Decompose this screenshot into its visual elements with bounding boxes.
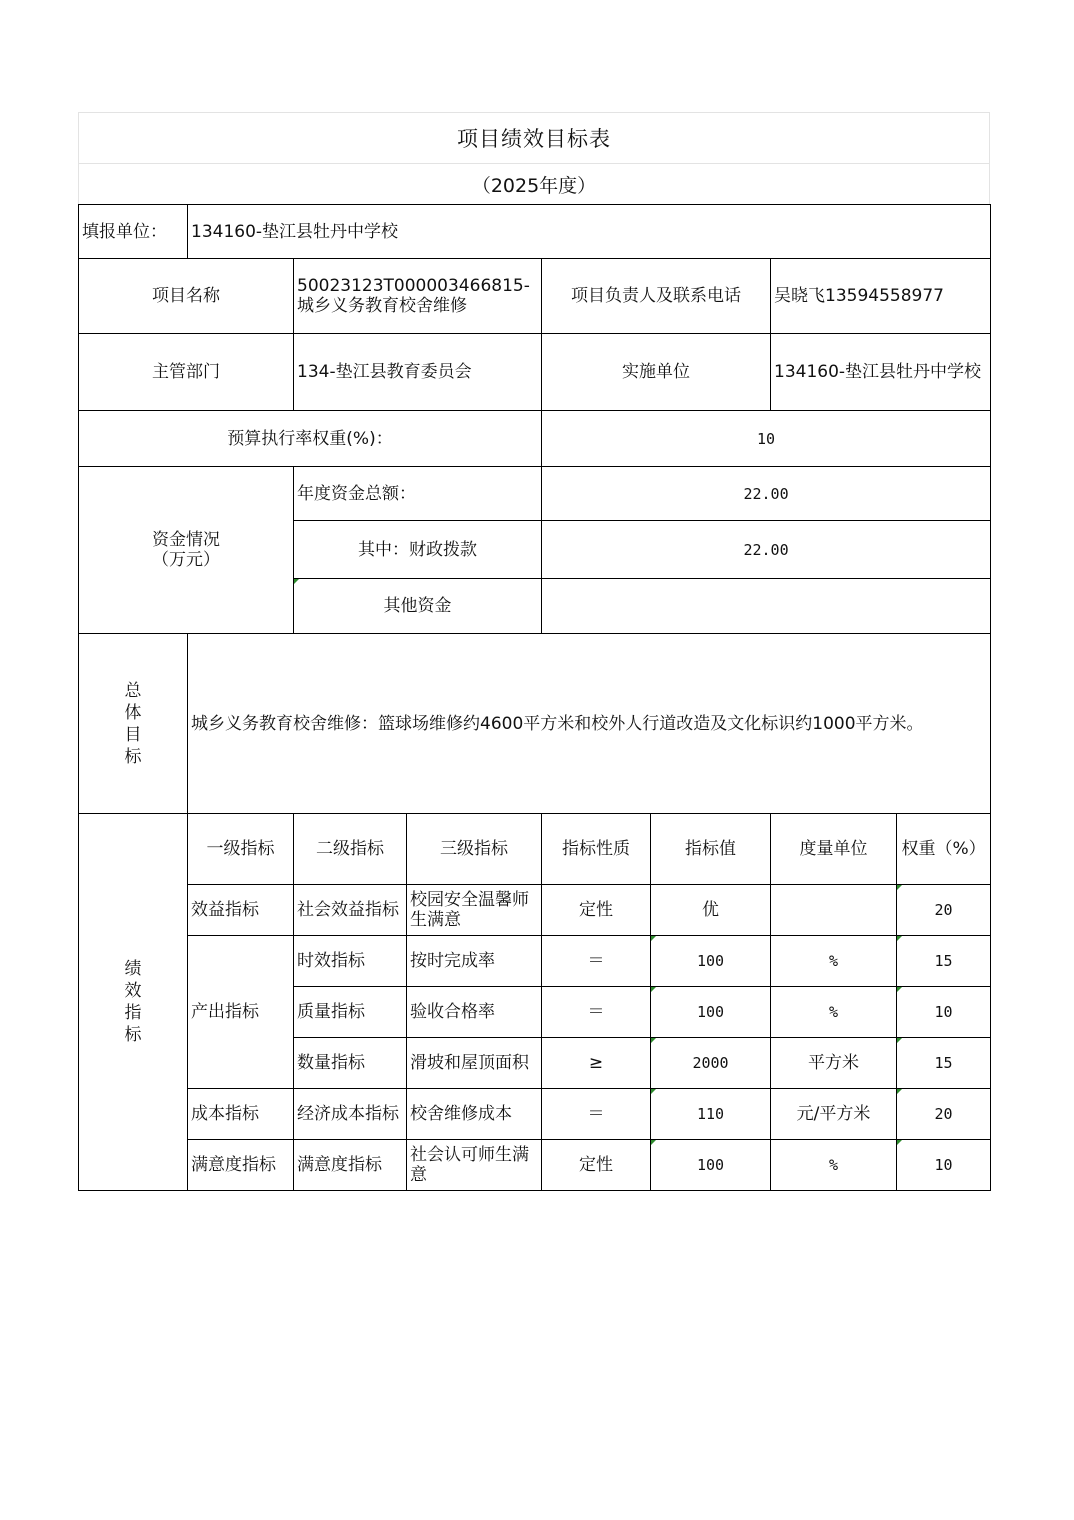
level2-cell: 数量指标 (294, 1038, 407, 1089)
project-name-value: 50023123T000003466815-城乡义务教育校舍维修 (294, 259, 542, 334)
level1-cell: 效益指标 (188, 885, 294, 936)
funds-total-label: 年度资金总额： (294, 467, 542, 521)
indicators-label-char: 指 (124, 1003, 142, 1023)
level3-cell: 社会认可师生满意 (407, 1140, 542, 1191)
unit-cell: 元/平方米 (771, 1089, 897, 1140)
goal-label-char: 总 (124, 680, 142, 701)
budget-weight-value: 10 (542, 411, 991, 467)
goal-label-char: 标 (124, 746, 142, 767)
nature-cell: ≥ (542, 1038, 651, 1089)
unit-cell: 平方米 (771, 1038, 897, 1089)
header-level2: 二级指标 (294, 814, 407, 885)
level2-cell: 社会效益指标 (294, 885, 407, 936)
funds-fiscal-label: 其中：财政拨款 (294, 521, 542, 579)
funds-other-label: 其他资金 (294, 579, 542, 634)
goal-label (79, 634, 188, 814)
table-row (79, 885, 991, 936)
funds-fiscal-value: 22.00 (542, 521, 991, 579)
budget-weight-label: 预算执行率权重(%)： (79, 411, 542, 467)
table-row (79, 936, 991, 987)
table-row (79, 1089, 991, 1140)
header-weight: 权重（%） (897, 814, 991, 885)
level2-cell: 质量指标 (294, 987, 407, 1038)
weight-cell: 15 (897, 1038, 991, 1089)
level2-cell: 满意度指标 (294, 1140, 407, 1191)
impl-label: 实施单位 (542, 334, 771, 411)
sheet-year: （2025年度） (78, 163, 990, 204)
level2-cell: 经济成本指标 (294, 1089, 407, 1140)
nature-cell: ＝ (542, 1089, 651, 1140)
contact-label: 项目负责人及联系电话 (542, 259, 771, 334)
unit-cell (771, 885, 897, 936)
sheet-title: 项目绩效目标表 (78, 112, 990, 163)
funds-total-value: 22.00 (542, 467, 991, 521)
performance-target-sheet (78, 112, 990, 1191)
nature-cell: 定性 (542, 1140, 651, 1191)
header-nature: 指标性质 (542, 814, 651, 885)
nature-cell: ＝ (542, 987, 651, 1038)
dept-label: 主管部门 (79, 334, 294, 411)
filler-label: 填报单位： (79, 205, 188, 259)
indicators-label-char: 绩 (124, 959, 142, 979)
nature-cell: ＝ (542, 936, 651, 987)
weight-cell: 10 (897, 987, 991, 1038)
level1-cell: 成本指标 (188, 1089, 294, 1140)
unit-cell: % (771, 936, 897, 987)
weight-cell: 20 (897, 885, 991, 936)
goal-label-char: 体 (124, 702, 142, 723)
unit-cell: % (771, 987, 897, 1038)
nature-cell: 定性 (542, 885, 651, 936)
funds-label: 资金情况 （万元） (79, 467, 294, 634)
level2-cell: 时效指标 (294, 936, 407, 987)
table-row (79, 1140, 991, 1191)
header-unit: 度量单位 (771, 814, 897, 885)
goal-label-char: 目 (124, 724, 142, 745)
weight-cell: 20 (897, 1089, 991, 1140)
impl-value: 134160-垫江县牡丹中学校 (771, 334, 991, 411)
header-value: 指标值 (651, 814, 771, 885)
funds-other-value (542, 579, 991, 634)
level3-cell: 按时完成率 (407, 936, 542, 987)
weight-cell: 10 (897, 1140, 991, 1191)
contact-value: 吴晓飞13594558977 (771, 259, 991, 334)
target-table (78, 204, 991, 1191)
header-level3: 三级指标 (407, 814, 542, 885)
value-cell: 100 (651, 1140, 771, 1191)
dept-value: 134-垫江县教育委员会 (294, 334, 542, 411)
goal-text: 城乡义务教育校舍维修：篮球场维修约4600平方米和校外人行道改造及文化标识约1000平方米。 (188, 634, 991, 814)
header-level1: 一级指标 (188, 814, 294, 885)
value-cell: 优 (651, 885, 771, 936)
project-name-label: 项目名称 (79, 259, 294, 334)
value-cell: 100 (651, 987, 771, 1038)
indicators-label-char: 效 (124, 981, 142, 1001)
level3-cell: 验收合格率 (407, 987, 542, 1038)
value-cell: 100 (651, 936, 771, 987)
level3-cell: 校舍维修成本 (407, 1089, 542, 1140)
unit-cell: % (771, 1140, 897, 1191)
indicators-label-char: 标 (124, 1025, 142, 1045)
level1-cell: 满意度指标 (188, 1140, 294, 1191)
value-cell: 2000 (651, 1038, 771, 1089)
level1-cell: 产出指标 (188, 936, 294, 1089)
weight-cell: 15 (897, 936, 991, 987)
level3-cell: 校园安全温馨师生满意 (407, 885, 542, 936)
level3-cell: 滑坡和屋顶面积 (407, 1038, 542, 1089)
filler-value: 134160-垫江县牡丹中学校 (188, 205, 991, 259)
indicators-label (79, 814, 188, 1191)
value-cell: 110 (651, 1089, 771, 1140)
